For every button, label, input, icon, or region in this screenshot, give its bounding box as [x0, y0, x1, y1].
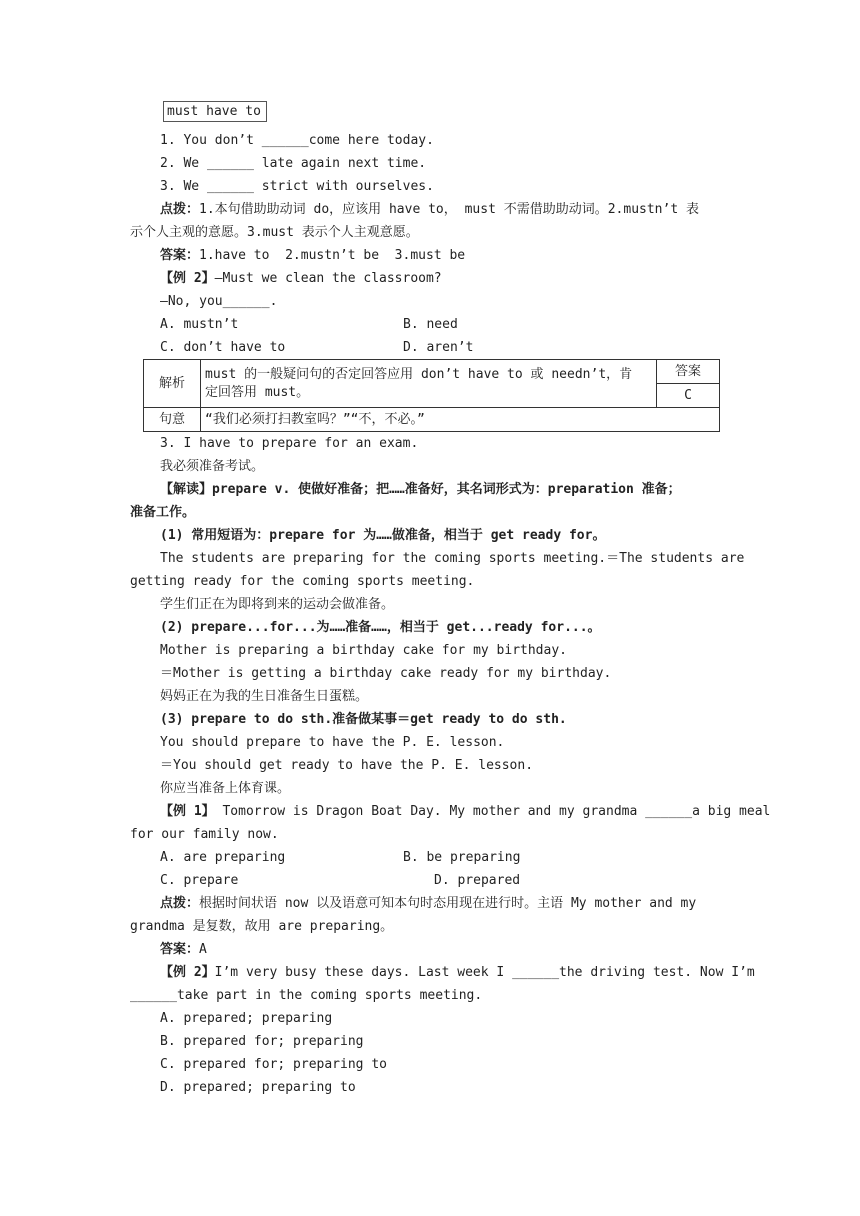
example-question	[160, 270, 442, 288]
example2-option-a: A. prepared; preparing	[160, 1011, 333, 1026]
answer-header: 答案	[657, 360, 720, 384]
point2-translation: 妈妈正在为我的生日准备生日蛋糕。	[160, 689, 369, 704]
point2-example-1: Mother is preparing a birthday cake for my birthday.	[160, 643, 567, 658]
answer2-label: 答案：	[160, 942, 200, 957]
point1-example-2: getting ready for the coming sports meeting.	[130, 574, 475, 589]
item3-translation: 我必须准备考试。	[160, 459, 265, 474]
answer-line	[160, 247, 465, 265]
word-choice-box: must have to	[163, 101, 267, 122]
point3-example-1: You should prepare to have the P. E. lesson.	[160, 735, 505, 750]
tip2-line-2: grandma 是复数，故用 are preparing。	[130, 919, 394, 934]
example1-question-2: for our family now.	[130, 827, 279, 842]
example1-option-a: A. are preparing	[160, 850, 286, 865]
example2-text: I’m very busy these days. Last week I ______the driving test. Now I’m	[214, 965, 755, 980]
jiedu-line-2: 准备工作。	[130, 505, 196, 520]
example2-option-d: D. prepared; preparing to	[160, 1080, 356, 1095]
example2-question-2: ______take part in the coming sports meeting.	[130, 988, 483, 1003]
example1-option-c: C. prepare	[160, 873, 239, 888]
point3-heading: (3) prepare to do sth.准备做某事＝get ready to do sth.	[160, 712, 567, 727]
analysis-line-1: must 的一般疑问句的否定回答应用 don’t have to 或 needn’t，肯	[205, 366, 633, 382]
answer-value: C	[657, 384, 720, 408]
analysis-label: 解析	[144, 360, 201, 408]
item3-sentence: 3. I have to prepare for an exam.	[160, 436, 419, 451]
tip2-text: 根据时间状语 now 以及语意可知本句时态用现在进行时。主语 My mother and my	[199, 896, 697, 911]
fill-item-3: 3. We ______ strict with ourselves.	[160, 179, 434, 194]
point2-heading: (2) prepare...for...为……准备……，相当于 get...ready for...。	[160, 620, 601, 635]
answer2-text: A	[199, 942, 207, 957]
option-a: A. mustn’t	[160, 317, 239, 332]
example1-question-1	[160, 803, 770, 821]
tip-line-2: 示个人主观的意愿。3.must 表示个人主观意愿。	[130, 225, 419, 240]
example1-tag: 【例 1】	[160, 804, 215, 819]
tip2-line-1	[160, 895, 696, 913]
tip-line-1	[160, 201, 699, 219]
point2-example-2: ＝Mother is getting a birthday cake ready for my birthday.	[160, 666, 612, 681]
jiedu-line-1: 【解读】prepare v. 使做好准备；把……准备好，其名词形式为：preparation 准备；	[160, 482, 681, 497]
example2-option-b: B. prepared for; preparing	[160, 1034, 364, 1049]
point1-translation: 学生们正在为即将到来的运动会做准备。	[160, 597, 395, 612]
example2-tag: 【例 2】	[160, 965, 215, 980]
example2-question-1	[160, 964, 755, 982]
example1-option-b: B. be preparing	[403, 850, 521, 865]
analysis-table	[143, 359, 720, 432]
example2-option-c: C. prepared for; preparing to	[160, 1057, 387, 1072]
tip-label: 点拨：	[160, 202, 200, 217]
analysis-line-2: 定回答用 must。	[205, 384, 310, 400]
meaning-label: 句意	[144, 408, 201, 432]
example-tag: 【例 2】	[160, 271, 215, 286]
fill-item-2: 2. We ______ late again next time.	[160, 156, 427, 171]
answer-text: 1.have to 2.mustn’t be 3.must be	[199, 248, 466, 263]
point3-translation: 你应当准备上体育课。	[160, 781, 291, 796]
tip-text: 1.本句借助助动词 do，应该用 have to， must 不需借助助动词。2.mustn’t 表	[199, 202, 699, 217]
meaning-text: “我们必须打扫教室吗？”“不，不必。”	[201, 408, 720, 432]
example1-text: Tomorrow is Dragon Boat Day. My mother and my grandma ______a big meal	[214, 804, 771, 819]
point3-example-2: ＝You should get ready to have the P. E. lesson.	[160, 758, 534, 773]
option-b: B. need	[403, 317, 458, 332]
example1-option-d: D. prepared	[434, 873, 521, 888]
example-reply: —No, you______.	[160, 294, 278, 309]
answer-label: 答案：	[160, 248, 200, 263]
analysis-text	[201, 360, 657, 408]
option-d: D. aren’t	[403, 340, 474, 355]
example-text: —Must we clean the classroom?	[214, 271, 442, 286]
option-c: C. don’t have to	[160, 340, 286, 355]
tip2-label: 点拨：	[160, 896, 200, 911]
point1-example-1: The students are preparing for the coming sports meeting.＝The students are	[160, 551, 745, 566]
point1-heading: (1) 常用短语为：prepare for 为……做准备，相当于 get ready for。	[160, 528, 606, 543]
fill-item-1: 1. You don’t ______come here today.	[160, 133, 434, 148]
answer2-line	[160, 941, 207, 959]
